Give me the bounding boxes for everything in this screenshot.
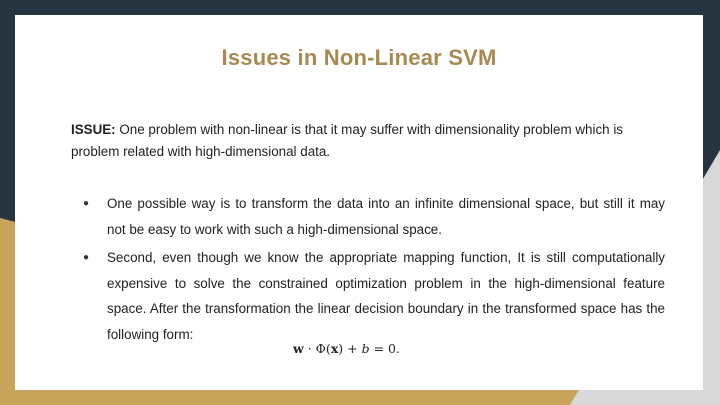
issue-label: ISSUE: [71, 122, 116, 137]
issue-text: One problem with non-linear is that it may suffer with dimensionality problem which is problem related with high-dimensional data. [71, 122, 623, 159]
bullet-item-mapping [71, 245, 665, 347]
slide-card [15, 15, 703, 390]
formula-plus: ) + [338, 341, 362, 356]
formula-w: w [293, 341, 304, 356]
formula-equals: = 0. [369, 341, 400, 356]
bullet-text: One possible way is to transform the data into an infinite dimensional space, but still it may not be easy to work with such a high-dimensional space. [107, 196, 665, 237]
formula-dot-phi: · Φ( [303, 341, 331, 356]
bullet-list [71, 191, 665, 350]
decision-boundary-formula [293, 341, 400, 356]
slide-title: Issues in Non-Linear SVM [221, 45, 497, 70]
bullet-dot-icon: ● [83, 252, 90, 263]
bullet-text: Second, even though we know the appropriate mapping function, It is still computationally expensive to solve the constrained optimization problem in the high-dimensional feature space. After the transformation the linear decision boundary in the transformed space has the following form: [107, 250, 665, 342]
bullet-dot-icon: ● [83, 198, 90, 209]
formula-x: x [330, 341, 339, 356]
issue-paragraph [71, 119, 649, 163]
bullet-item-transform [71, 191, 665, 242]
formula-b: b [361, 341, 370, 356]
